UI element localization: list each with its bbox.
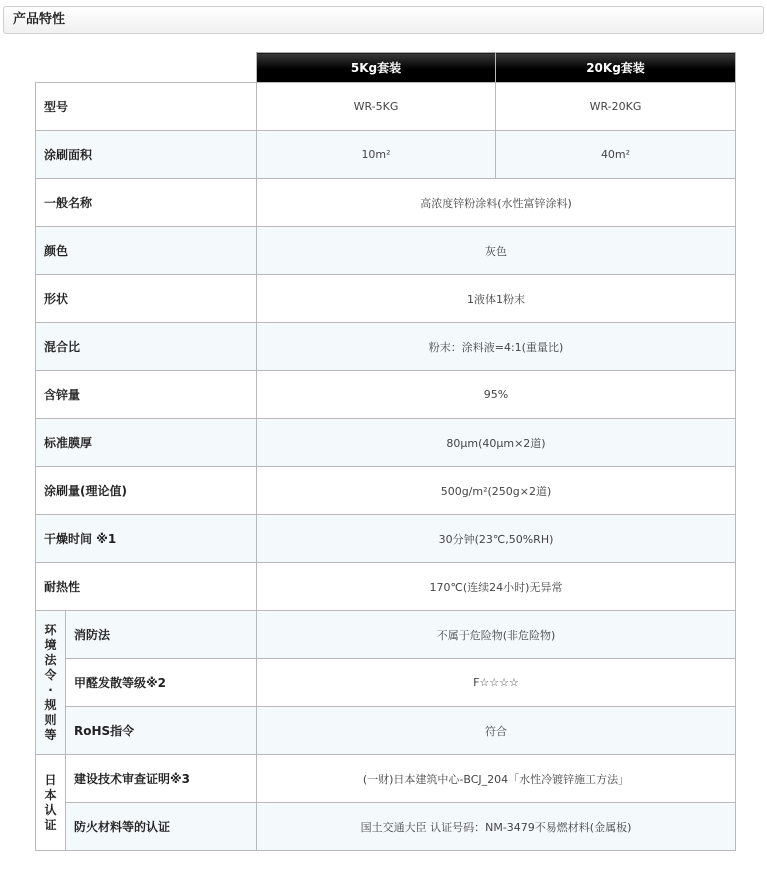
row-value: 符合 xyxy=(257,707,736,755)
row-value: 1液体1粉末 xyxy=(257,275,736,323)
table-row xyxy=(36,131,736,179)
row-value: 30分钟(23℃,50%RH) xyxy=(257,515,736,563)
table-row xyxy=(36,419,736,467)
row-value: 80μm(40μm×2道) xyxy=(257,419,736,467)
group-label-char: 规 xyxy=(44,697,57,712)
group-label-char: 本 xyxy=(44,787,57,802)
row-label: 标准膜厚 xyxy=(36,419,257,467)
table-row xyxy=(36,707,736,755)
group-label-char: 法 xyxy=(44,652,57,667)
row-value: 10m² xyxy=(257,131,496,179)
group-label-char: 证 xyxy=(44,817,57,832)
group-label-certification xyxy=(36,755,66,851)
row-label: 涂刷面积 xyxy=(36,131,257,179)
group-label-char: 令 xyxy=(44,667,57,682)
table-row xyxy=(36,179,736,227)
row-label: 含锌量 xyxy=(36,371,257,419)
table-row xyxy=(36,563,736,611)
row-label: 甲醛发散等级※2 xyxy=(66,659,257,707)
column-header-20kg: 20Kg套装 xyxy=(496,53,736,83)
table-corner xyxy=(36,53,257,83)
table-row xyxy=(36,803,736,851)
row-label: 消防法 xyxy=(66,611,257,659)
group-label-char: 环 xyxy=(44,622,57,637)
product-spec-table xyxy=(35,52,736,851)
row-value: 95% xyxy=(257,371,736,419)
row-value: WR-20KG xyxy=(496,83,736,131)
section-title: 产品特性 xyxy=(3,6,764,34)
table-row xyxy=(36,275,736,323)
row-value: 国土交通大臣 认证号码：NM-3479不易燃材料(金属板) xyxy=(257,803,736,851)
table-row xyxy=(36,611,736,659)
row-value: 粉末：涂料液=4:1(重量比) xyxy=(257,323,736,371)
group-label-char: 境 xyxy=(44,637,57,652)
row-label: 颜色 xyxy=(36,227,257,275)
row-label: 混合比 xyxy=(36,323,257,371)
table-row xyxy=(36,755,736,803)
table-header-row xyxy=(36,53,736,83)
row-label: 防火材料等的认证 xyxy=(66,803,257,851)
row-value: (一财)日本建筑中心-BCJ_204「水性冷镀锌施工方法」 xyxy=(257,755,736,803)
row-label: RoHS指令 xyxy=(66,707,257,755)
row-label: 干燥时间 ※1 xyxy=(36,515,257,563)
table-row xyxy=(36,467,736,515)
row-value: 高浓度锌粉涂料(水性富锌涂料) xyxy=(257,179,736,227)
table-row xyxy=(36,227,736,275)
row-label: 耐热性 xyxy=(36,563,257,611)
group-label-char: · xyxy=(48,682,53,697)
table-row xyxy=(36,371,736,419)
row-label: 形状 xyxy=(36,275,257,323)
row-value: 170℃(连续24小时)无异常 xyxy=(257,563,736,611)
column-header-5kg: 5Kg套装 xyxy=(257,53,496,83)
table-row xyxy=(36,83,736,131)
table-row xyxy=(36,323,736,371)
group-label-char: 则 xyxy=(44,712,57,727)
group-label-char: 认 xyxy=(44,802,57,817)
row-value: WR-5KG xyxy=(257,83,496,131)
row-value: 40m² xyxy=(496,131,736,179)
table-row xyxy=(36,515,736,563)
row-value: F☆☆☆☆ xyxy=(257,659,736,707)
row-value: 不属于危险物(非危险物) xyxy=(257,611,736,659)
group-label-char: 日 xyxy=(44,772,57,787)
row-label: 型号 xyxy=(36,83,257,131)
row-label: 涂刷量(理论值) xyxy=(36,467,257,515)
group-label-char: 等 xyxy=(44,727,57,742)
group-label-regulations xyxy=(36,611,66,755)
table-row xyxy=(36,659,736,707)
row-value: 灰色 xyxy=(257,227,736,275)
row-label: 一般名称 xyxy=(36,179,257,227)
row-label: 建设技术审查证明※3 xyxy=(66,755,257,803)
row-value: 500g/m²(250g×2道) xyxy=(257,467,736,515)
